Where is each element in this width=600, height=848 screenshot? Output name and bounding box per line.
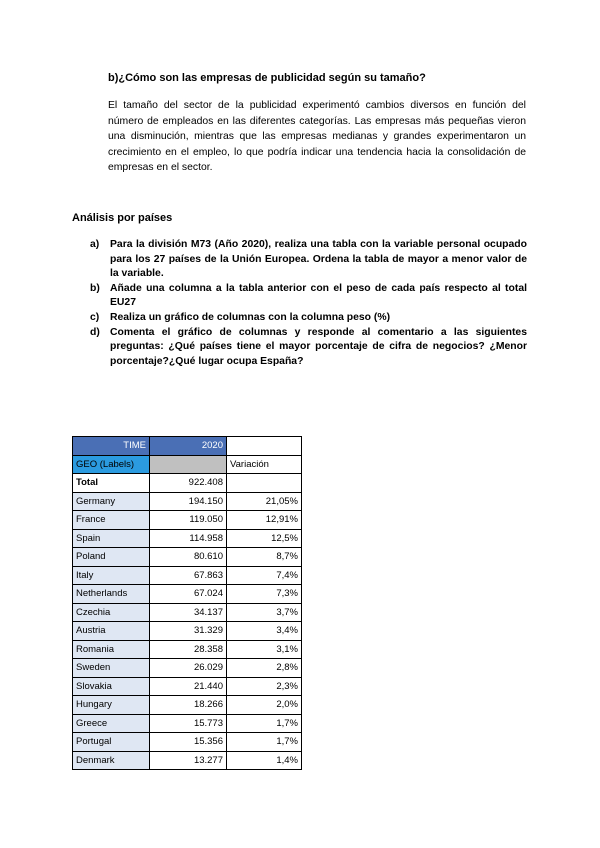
variation-cell: 8,7%	[227, 548, 302, 567]
variation-cell: 3,1%	[227, 640, 302, 659]
value-cell: 31.329	[150, 622, 227, 641]
section-b-heading: b)¿Cómo son las empresas de publicidad según su tamaño?	[108, 72, 426, 84]
table-row	[73, 548, 302, 567]
value-cell: 26.029	[150, 659, 227, 678]
value-cell: 21.440	[150, 677, 227, 696]
variation-cell: 3,4%	[227, 622, 302, 641]
year-header: 2020	[150, 437, 227, 456]
country-cell: Slovakia	[73, 677, 150, 696]
country-cell: Spain	[73, 529, 150, 548]
country-cell: Romania	[73, 640, 150, 659]
question-marker: d)	[90, 326, 100, 338]
country-cell: Sweden	[73, 659, 150, 678]
value-cell: 18.266	[150, 696, 227, 715]
question-text: Comenta el gráfico de columnas y responde al comentario a las siguientes preguntas: ¿Qué países tiene el mayor porcentaje de cifra de negocios? ¿Menor porcentaje?¿Qué lugar ocupa España?	[110, 326, 527, 367]
value-cell: 67.024	[150, 585, 227, 604]
value-cell: 67.863	[150, 566, 227, 585]
table-row	[73, 640, 302, 659]
question-marker: b)	[90, 282, 100, 294]
country-cell: Greece	[73, 714, 150, 733]
variation-cell: 12,91%	[227, 511, 302, 530]
analysis-title: Análisis por países	[72, 212, 173, 224]
value-cell: 80.610	[150, 548, 227, 567]
time-header: TIME	[73, 437, 150, 456]
question-list	[90, 238, 527, 369]
country-cell: Poland	[73, 548, 150, 567]
table-row	[73, 622, 302, 641]
value-cell: 15.773	[150, 714, 227, 733]
variation-cell: 21,05%	[227, 492, 302, 511]
table-subheader-row	[73, 455, 302, 474]
table-row	[73, 677, 302, 696]
variation-header: Variación	[227, 455, 302, 474]
total-variation-cell	[227, 474, 302, 493]
country-cell: France	[73, 511, 150, 530]
empty-header-cell	[227, 437, 302, 456]
question-marker: c)	[90, 311, 100, 323]
variation-cell: 7,3%	[227, 585, 302, 604]
value-cell: 114.958	[150, 529, 227, 548]
question-item	[90, 238, 527, 282]
variation-cell: 12,5%	[227, 529, 302, 548]
value-cell: 13.277	[150, 751, 227, 770]
table-row	[73, 529, 302, 548]
geo-header: GEO (Labels)	[73, 455, 150, 474]
grey-header-cell	[150, 455, 227, 474]
total-row	[73, 474, 302, 493]
table-row	[73, 696, 302, 715]
question-text: Realiza un gráfico de columnas con la columna peso (%)	[110, 311, 391, 323]
section-b-paragraph: El tamaño del sector de la publicidad experimentó cambios diversos en función del número de empleados en las diferentes categorías. Las empresas más pequeñas vieron una disminución, mientras que las empresas medianas y grandes experimentaron un crecimiento en el empleo, lo que podría indicar una tendencia hacia la consolidación de empresas en el sector.	[108, 100, 526, 173]
variation-cell: 3,7%	[227, 603, 302, 622]
value-cell: 119.050	[150, 511, 227, 530]
total-value: 922.408	[150, 474, 227, 493]
table-row	[73, 603, 302, 622]
variation-cell: 1,7%	[227, 714, 302, 733]
country-cell: Denmark	[73, 751, 150, 770]
country-table	[72, 436, 302, 770]
variation-cell: 1,4%	[227, 751, 302, 770]
value-cell: 15.356	[150, 733, 227, 752]
table-row	[73, 714, 302, 733]
country-cell: Germany	[73, 492, 150, 511]
value-cell: 28.358	[150, 640, 227, 659]
table-row	[73, 659, 302, 678]
table-row	[73, 492, 302, 511]
country-cell: Austria	[73, 622, 150, 641]
value-cell: 194.150	[150, 492, 227, 511]
variation-cell: 7,4%	[227, 566, 302, 585]
variation-cell: 2,3%	[227, 677, 302, 696]
variation-cell: 2,8%	[227, 659, 302, 678]
question-text: Añade una columna a la tabla anterior con el peso de cada país respecto al total EU27	[110, 282, 527, 309]
country-cell: Portugal	[73, 733, 150, 752]
table-row	[73, 751, 302, 770]
question-marker: a)	[90, 239, 100, 250]
variation-cell: 1,7%	[227, 733, 302, 752]
question-item	[90, 282, 527, 311]
variation-cell: 2,0%	[227, 696, 302, 715]
question-item	[90, 311, 527, 326]
table-row	[73, 511, 302, 530]
table-row	[73, 733, 302, 752]
table-header-row	[73, 437, 302, 456]
question-text: Para la división M73 (Año 2020), realiza una tabla con la variable personal ocupado para los 27 países de la Unión Europea. Ordena la tabla de mayor a menor valor de la variable.	[110, 239, 527, 280]
table-row	[73, 585, 302, 604]
country-cell: Italy	[73, 566, 150, 585]
question-item	[90, 326, 527, 370]
country-cell: Czechia	[73, 603, 150, 622]
value-cell: 34.137	[150, 603, 227, 622]
table-row	[73, 566, 302, 585]
total-label: Total	[73, 474, 150, 493]
country-cell: Netherlands	[73, 585, 150, 604]
country-cell: Hungary	[73, 696, 150, 715]
